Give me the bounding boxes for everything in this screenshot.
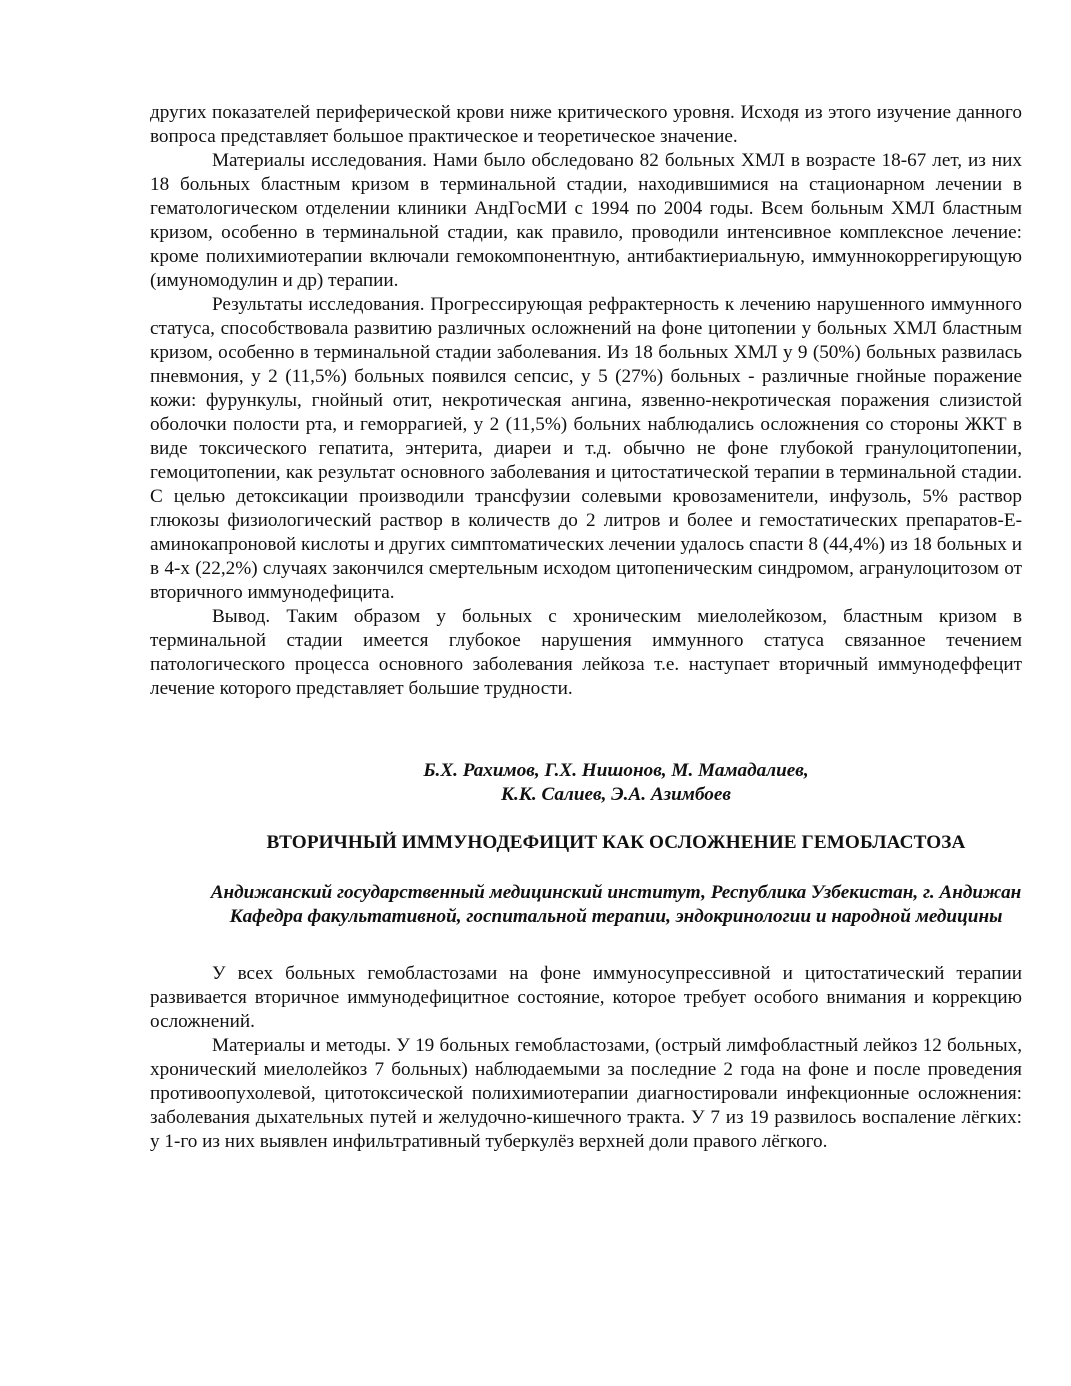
article-affiliation — [150, 881, 1022, 929]
authors-line-2: К.К. Салиев, Э.А. Азимбоев — [501, 784, 731, 805]
paragraph-continuation: других показателей периферической крови ниже критического уровня. Исходя из этого изучение данного вопроса представляет большое практическое и теоретическое значение. — [150, 102, 1022, 147]
affiliation-department: Кафедра факультативной, госпитальной терапии, эндокринологии и народной медицины — [229, 906, 1003, 927]
document-page — [150, 101, 1022, 1154]
paragraph-intro: У всех больных гемобластозами на фоне иммуносупрессивной и цитостатический терапии развивается вторичное иммунодефицитное состояние, которое требует особого внимания и коррекцию осложнений. — [150, 963, 1022, 1032]
authors-line-1: Б.Х. Рахимов, Г.Х. Нишонов, М. Мамадалиев, — [423, 760, 809, 781]
previous-article-text — [150, 101, 1022, 701]
paragraph-conclusion: Вывод. Таким образом у больных с хроническим миелолейкозом, бластным кризом в терминальной стадии имеется глубокое нарушения иммунного статуса связанное течением патологического процесса основного заболевания лейкоза т.е. наступает вторичный иммунодеффецит лечение которого представляет большие трудности. — [150, 606, 1022, 699]
article-title: ВТОРИЧНЫЙ ИММУНОДЕФИЦИТ КАК ОСЛОЖНЕНИЕ ГЕМОБЛАСТОЗА — [266, 832, 966, 853]
paragraph-materials: Материалы исследования. Нами было обследовано 82 больных ХМЛ в возрасте 18-67 лет, из них 18 больных бластным кризом в терминальной стадии, находившимися на стационарном лечении в гематологическом отделении клиники АндГосМИ с 1994 по 2004 годы. Всем больным ХМЛ бластным кризом, особенно в терминальной стадии, как правило, проводили интенсивное комплексное лечение: кроме полихимиотерапии включали гемокомпонентную, антибактиериальную, иммуннокоррегирующую (имуномодулин и др) терапии. — [150, 150, 1022, 291]
article-authors — [150, 759, 1022, 807]
article-body — [150, 962, 1022, 1154]
paragraph-methods: Материалы и методы. У 19 больных гемобластозами, (острый лимфобластный лейкоз 12 больных, хронический миелолейкоз 7 больных) наблюдаемыми за последние 2 года на фоне и после проведения противоопухолевой, цитотоксической полихимиотерапии диагностировали инфекционные осложнения: заболевания дыхательных путей и желудочно-кишечного тракта. У 7 из 19 развилось воспаление лёгких: у 1-го из них выявлен инфильтративный туберкулёз верхней доли правого лёгкого. — [150, 1035, 1022, 1152]
paragraph-results: Результаты исследования. Прогрессирующая рефрактерность к лечению нарушенного иммунного статуса, способствовала развитию различных осложнений на фоне цитопении у больных ХМЛ бластным кризом, особенно в терминальной стадии заболевания. Из 18 больных ХМЛ у 9 (50%) больных развилась пневмония, у 2 (11,5%) больных появился сепсис, у 5 (27%) больных - различные гнойные поражение кожи: фурункулы, гнойный отит, некротическая ангина, язвенно-некротическая поражения слизистой оболочки полости рта, и геморрагией, у 2 (11,5%) больних наблюдались осложнения со стороны ЖКТ в виде токсического гепатита, энтерита, диареи и т.д. обычно не фоне глубокой гранулоцитопении, гемоцитопении, как результат основного заболевания и цитостатической терапии в терминальной стадии. С целью детоксикации производили трансфузии солевыми кровозаменители, инфузоль, 5% раствор глюкозы физиологический раствор в количеств до 2 литров и более и гемостатических препаратов-Е-аминокапроновой кислоты и других симптоматических лечении удалось спасти 8 (44,4%) из 18 больных и в 4-х (22,2%) случаях закончился смертельным исходом цитопеническим синдромом, агранулоцитозом от вторичного иммунодефицита. — [150, 294, 1022, 603]
affiliation-institute: Андижанский государственный медицинский институт, Республика Узбекистан, г. Андижан — [210, 882, 1022, 903]
